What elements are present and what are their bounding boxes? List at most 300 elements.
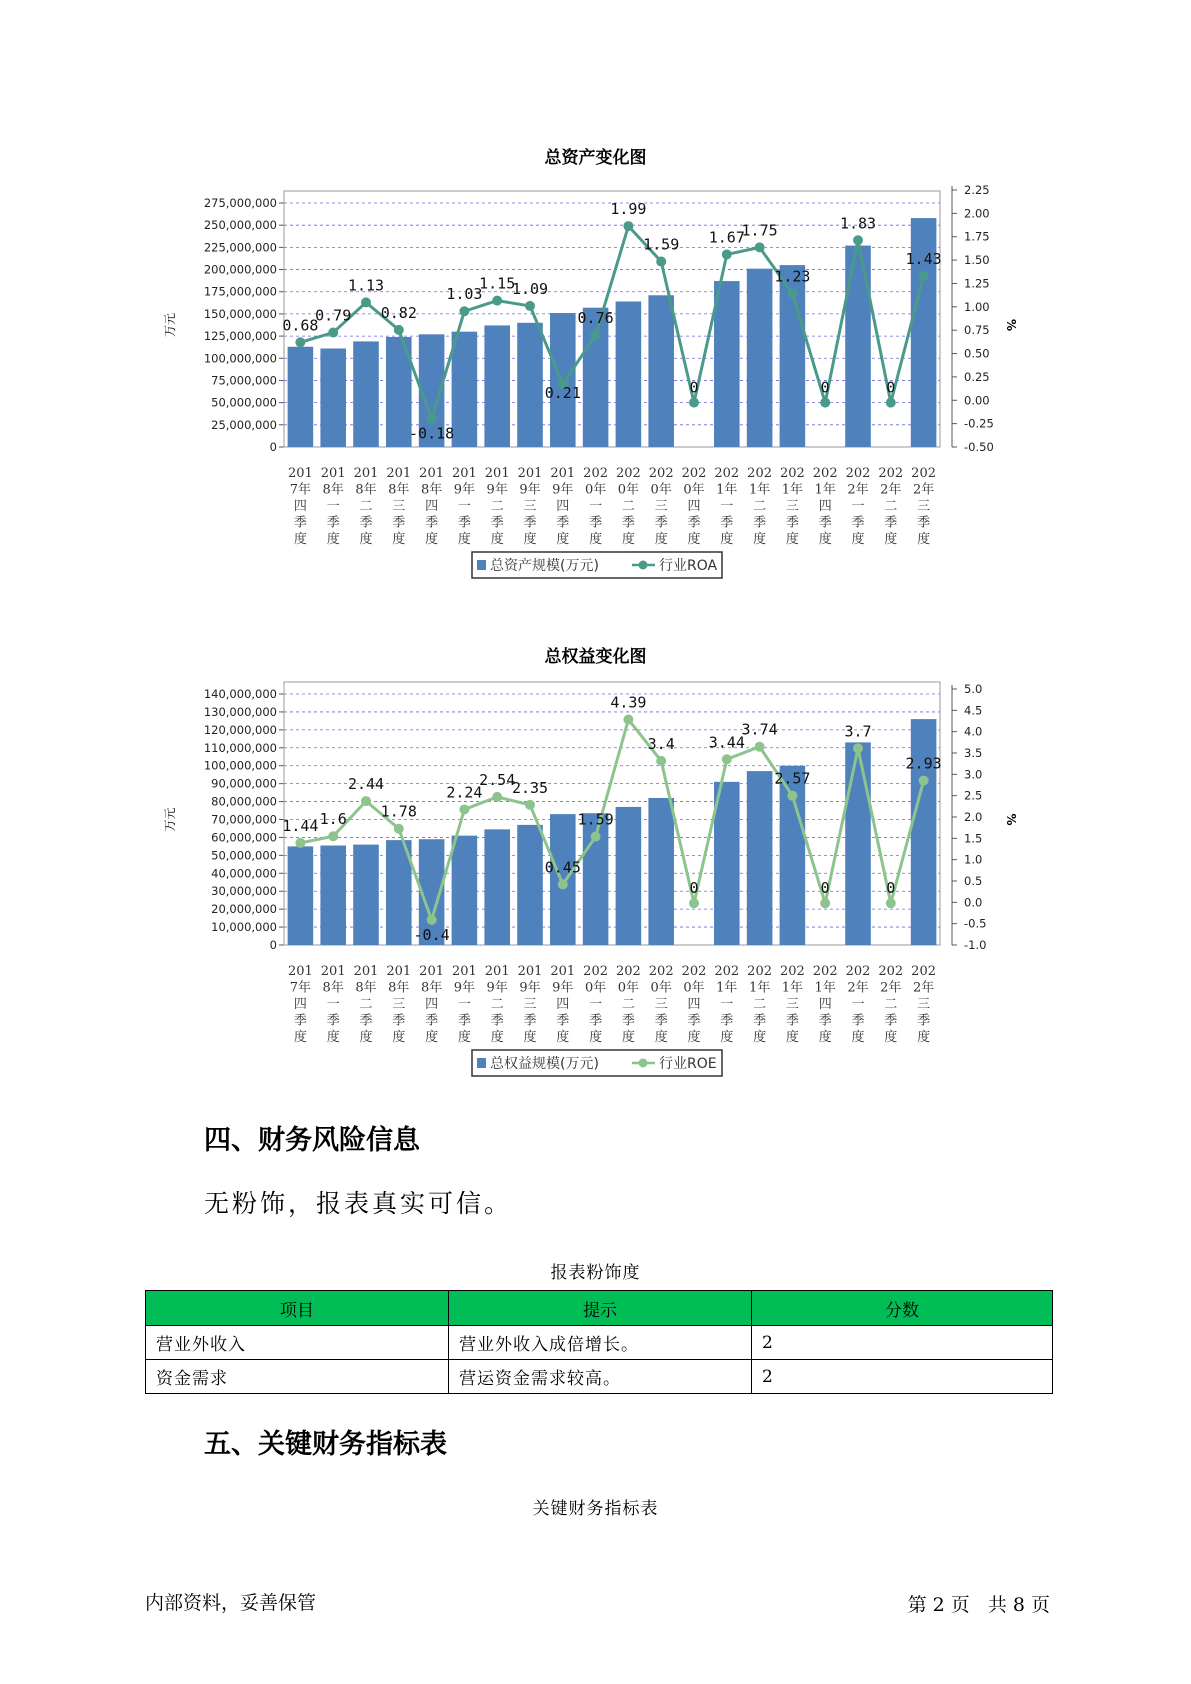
table-row — [146, 1360, 1053, 1394]
x-tick-label: 季 — [589, 515, 603, 531]
y2-tick-label: 4.0 — [964, 724, 983, 739]
y-tick-label: 50,000,000 — [211, 395, 277, 410]
x-tick-label: 202 — [812, 964, 838, 979]
y-tick-label: 70,000,000 — [211, 812, 277, 827]
data-label: 0 — [820, 879, 830, 898]
total-suffix: 页 — [1030, 1594, 1050, 1616]
y2-tick-label: -0.25 — [964, 416, 994, 431]
line-point — [886, 898, 896, 908]
line-point — [459, 804, 469, 814]
data-label: 0 — [689, 378, 699, 397]
y2-tick-label: -0.5 — [964, 916, 987, 931]
page-current: 2 — [932, 1594, 945, 1616]
data-label: 0 — [689, 879, 699, 898]
x-tick-label: 季 — [523, 1013, 537, 1029]
x-tick-label: 201 — [386, 466, 412, 481]
x-tick-label: 三 — [523, 997, 537, 1012]
line-point — [820, 398, 830, 408]
x-tick-label: 201 — [287, 964, 313, 979]
x-tick-label: 季 — [326, 1013, 340, 1029]
data-label: 4.39 — [610, 693, 647, 712]
bar — [583, 308, 609, 447]
line-point — [459, 306, 469, 316]
y-tick-label: 120,000,000 — [203, 722, 277, 737]
bar — [845, 246, 871, 447]
x-tick-label: 9年 — [486, 482, 508, 498]
y-tick-label: 275,000,000 — [203, 196, 277, 210]
x-tick-label: 季 — [818, 1013, 832, 1029]
x-tick-label: 8年 — [355, 482, 377, 498]
y2-tick-label: -1.0 — [964, 938, 987, 952]
x-tick-label: 度 — [523, 1030, 537, 1045]
x-tick-label: 季 — [818, 515, 832, 531]
line-point — [689, 398, 699, 408]
bar — [452, 836, 478, 945]
x-tick-label: 季 — [621, 1013, 635, 1029]
x-tick-label: 一 — [457, 997, 471, 1012]
x-tick-label: 201 — [484, 466, 510, 481]
x-tick-label: 202 — [878, 964, 904, 979]
y2-tick-label: 0.0 — [964, 895, 983, 910]
x-tick-label: 202 — [779, 964, 805, 979]
x-tick-label: 二 — [490, 997, 504, 1012]
y2-tick-label: 0.5 — [964, 874, 983, 888]
x-tick-label: 一 — [326, 499, 340, 514]
x-tick-label: 季 — [654, 1013, 668, 1029]
x-tick-label: 二 — [884, 997, 898, 1012]
data-label: 2.24 — [446, 783, 483, 802]
section-heading-financial-risk: 四、财务风险信息 — [204, 1125, 420, 1156]
x-tick-label: 202 — [648, 964, 674, 979]
bar — [320, 845, 346, 945]
x-tick-label: 季 — [621, 515, 635, 531]
x-tick-label: 度 — [293, 1030, 307, 1045]
bar — [484, 829, 510, 945]
line-point — [328, 831, 338, 841]
y2-axis-title: % — [1004, 813, 1018, 826]
line-point — [886, 398, 896, 408]
x-tick-label: 9年 — [453, 980, 476, 996]
x-tick-label: 2年 — [847, 980, 869, 996]
line-point — [820, 898, 830, 908]
x-tick-label: 7年 — [289, 980, 312, 996]
x-tick-label: 度 — [687, 1030, 701, 1045]
line-point — [394, 325, 404, 335]
line-point — [722, 249, 732, 259]
x-tick-label: 三 — [392, 997, 406, 1012]
y2-tick-label: 2.25 — [964, 183, 990, 197]
data-label: 0.45 — [544, 858, 581, 877]
data-label: 0.68 — [282, 316, 319, 335]
data-label: -0.18 — [409, 424, 455, 443]
y2-tick-label: 2.0 — [964, 810, 983, 824]
data-label: 3.74 — [741, 720, 778, 739]
x-tick-label: 9年 — [453, 482, 476, 498]
x-tick-label: 三 — [917, 997, 931, 1012]
x-tick-label: 季 — [589, 1013, 603, 1029]
data-label: 2.57 — [774, 769, 811, 788]
x-tick-label: 度 — [720, 532, 734, 547]
x-tick-label: 度 — [293, 532, 307, 547]
line-point — [525, 301, 535, 311]
x-tick-label: 三 — [392, 499, 406, 514]
x-tick-label: 四 — [293, 997, 307, 1012]
x-tick-label: 1年 — [781, 980, 804, 996]
data-label: 1.23 — [774, 267, 811, 286]
x-tick-label: 二 — [359, 997, 373, 1012]
y-tick-label: 225,000,000 — [203, 240, 277, 255]
data-label: 2.54 — [479, 770, 516, 789]
x-tick-label: 201 — [386, 964, 412, 979]
table-caption-key-indicators: 关键财务指标表 — [532, 1499, 659, 1519]
x-tick-label: 0年 — [584, 482, 607, 498]
y-tick-label: 200,000,000 — [203, 262, 277, 277]
data-label: 3.7 — [844, 722, 872, 741]
line-point — [492, 296, 502, 306]
line-point — [853, 235, 863, 245]
cell-item: 营业外收入 — [146, 1326, 449, 1360]
x-tick-label: 201 — [287, 466, 313, 481]
line-point — [656, 756, 666, 766]
x-tick-label: 202 — [845, 466, 871, 481]
x-tick-label: 季 — [720, 515, 734, 531]
x-tick-label: 度 — [687, 532, 701, 547]
x-tick-label: 202 — [812, 466, 838, 481]
x-tick-label: 四 — [556, 997, 570, 1012]
y-tick-label: 150,000,000 — [203, 306, 277, 321]
x-tick-label: 季 — [425, 515, 439, 531]
x-tick-label: 0年 — [683, 980, 705, 996]
table-caption-report-whitewash: 报表粉饰度 — [550, 1263, 641, 1283]
bar — [714, 281, 740, 447]
y2-tick-label: 3.0 — [964, 767, 983, 782]
x-tick-label: 1年 — [716, 980, 738, 996]
y2-tick-label: 0.25 — [964, 369, 990, 384]
x-tick-label: 201 — [484, 964, 510, 979]
y2-tick-label: 4.5 — [964, 703, 983, 718]
x-tick-label: 202 — [583, 964, 609, 979]
x-tick-label: 0年 — [617, 482, 640, 498]
data-label: 0 — [820, 378, 830, 397]
x-tick-label: 二 — [490, 499, 504, 514]
x-tick-label: 度 — [720, 1030, 734, 1045]
bar — [484, 325, 510, 447]
x-tick-label: 2年 — [847, 482, 869, 498]
x-tick-label: 度 — [785, 532, 799, 547]
legend-label-bars: 总权益规模(万元) — [490, 1056, 599, 1072]
x-tick-label: 201 — [353, 964, 379, 979]
y2-tick-label: 3.5 — [964, 746, 983, 760]
x-tick-label: 季 — [753, 515, 767, 531]
bar — [714, 782, 740, 945]
y2-tick-label: 1.75 — [964, 229, 990, 244]
bar — [747, 771, 773, 945]
x-tick-label: 季 — [359, 1013, 373, 1029]
line-point — [656, 257, 666, 267]
x-tick-label: 202 — [911, 964, 937, 979]
y2-tick-label: 5.0 — [964, 682, 983, 696]
x-tick-label: 201 — [320, 466, 346, 481]
x-tick-label: 201 — [550, 466, 576, 481]
x-tick-label: 一 — [720, 499, 734, 514]
y-tick-label: 100,000,000 — [203, 758, 277, 773]
line-point — [394, 824, 404, 834]
column-header-hint: 提示 — [449, 1291, 752, 1326]
x-tick-label: 四 — [556, 499, 570, 514]
x-tick-label: 季 — [687, 1013, 701, 1029]
y-tick-label: 0 — [269, 440, 277, 454]
column-header-score: 分数 — [752, 1291, 1053, 1326]
y2-tick-label: 0.50 — [964, 346, 990, 361]
x-tick-label: 二 — [621, 499, 635, 514]
x-tick-label: 度 — [490, 532, 504, 547]
x-tick-label: 度 — [556, 532, 570, 547]
x-tick-label: 度 — [884, 532, 898, 547]
x-tick-label: 度 — [589, 532, 603, 547]
x-tick-label: 季 — [785, 515, 799, 531]
x-tick-label: 度 — [425, 532, 439, 547]
x-tick-label: 三 — [917, 499, 931, 514]
x-tick-label: 度 — [457, 532, 471, 547]
legend-label-bars: 总资产规模(万元) — [490, 558, 599, 574]
y2-axis-title: % — [1004, 318, 1018, 332]
x-tick-label: 季 — [490, 515, 504, 531]
x-tick-label: 季 — [851, 1013, 865, 1029]
x-tick-label: 2年 — [880, 980, 902, 996]
x-tick-label: 度 — [621, 1030, 635, 1045]
x-tick-label: 度 — [818, 1030, 832, 1045]
data-label: 1.78 — [380, 802, 417, 821]
x-tick-label: 季 — [457, 1013, 471, 1029]
line-point — [295, 838, 305, 848]
data-label: 1.99 — [610, 200, 647, 219]
x-tick-label: 一 — [589, 997, 603, 1012]
x-tick-label: 度 — [556, 1030, 570, 1045]
bar — [911, 719, 937, 945]
x-tick-label: 0年 — [584, 980, 607, 996]
x-tick-label: 三 — [654, 997, 668, 1012]
line-point — [919, 271, 929, 281]
data-label: 0.82 — [380, 303, 417, 322]
y-tick-label: 100,000,000 — [203, 351, 277, 366]
x-tick-label: 8年 — [420, 482, 443, 498]
x-tick-label: 9年 — [519, 482, 541, 498]
x-tick-label: 8年 — [355, 980, 377, 996]
y2-tick-label: 1.50 — [964, 253, 990, 268]
page-prefix: 第 — [907, 1594, 927, 1616]
data-label: 0.76 — [577, 309, 614, 328]
y2-tick-label: 2.00 — [964, 206, 990, 221]
x-tick-label: 度 — [621, 532, 635, 547]
y-tick-label: 80,000,000 — [211, 794, 277, 809]
data-label: -0.4 — [413, 925, 450, 944]
data-label: 1.83 — [839, 214, 877, 233]
y-tick-label: 10,000,000 — [211, 920, 277, 935]
x-tick-label: 季 — [884, 515, 898, 531]
x-tick-label: 一 — [851, 997, 865, 1012]
x-tick-label: 二 — [753, 997, 767, 1012]
x-tick-label: 季 — [687, 515, 701, 531]
x-tick-label: 季 — [753, 1013, 767, 1029]
x-tick-label: 度 — [917, 532, 931, 547]
x-tick-label: 度 — [654, 532, 668, 547]
line-point — [853, 743, 863, 753]
x-tick-label: 0年 — [683, 482, 705, 498]
cell-score: 2 — [752, 1360, 1053, 1394]
x-tick-label: 度 — [359, 1030, 373, 1045]
x-tick-label: 202 — [615, 466, 641, 481]
x-tick-label: 季 — [425, 1013, 439, 1029]
y-tick-label: 30,000,000 — [211, 884, 277, 899]
x-tick-label: 二 — [753, 499, 767, 514]
x-tick-label: 一 — [720, 997, 734, 1012]
y-tick-label: 50,000,000 — [211, 848, 277, 863]
x-tick-label: 季 — [392, 1013, 406, 1029]
x-tick-label: 季 — [917, 1013, 931, 1029]
y-tick-label: 25,000,000 — [211, 417, 277, 432]
line-point — [525, 800, 535, 810]
data-label: 0.21 — [544, 384, 581, 403]
x-tick-label: 季 — [392, 515, 406, 531]
data-label: 1.59 — [643, 235, 680, 254]
line-point — [755, 742, 765, 752]
x-tick-label: 202 — [681, 466, 707, 481]
bar — [517, 323, 543, 447]
x-tick-label: 8年 — [322, 980, 344, 996]
x-tick-label: 一 — [457, 499, 471, 514]
legend-swatch-point — [639, 561, 648, 570]
data-label: 0 — [886, 378, 896, 397]
x-tick-label: 202 — [845, 964, 871, 979]
line-point — [755, 242, 765, 252]
bar — [517, 825, 543, 945]
x-tick-label: 201 — [320, 964, 346, 979]
x-tick-label: 季 — [293, 515, 307, 531]
y2-tick-label: 1.5 — [964, 831, 983, 846]
line-point — [787, 289, 797, 299]
data-label: 2.44 — [347, 775, 385, 794]
x-tick-label: 201 — [419, 964, 445, 979]
line-point — [787, 791, 797, 801]
data-label: 1.75 — [741, 221, 778, 240]
chart-title-total-equity: 总权益变化图 — [544, 647, 647, 667]
table-row — [146, 1326, 1053, 1360]
x-tick-label: 季 — [851, 515, 865, 531]
x-tick-label: 度 — [425, 1030, 439, 1045]
y-tick-label: 20,000,000 — [211, 902, 277, 917]
x-tick-label: 度 — [785, 1030, 799, 1045]
x-tick-label: 2年 — [912, 482, 935, 498]
x-tick-label: 度 — [851, 1030, 865, 1045]
x-tick-label: 季 — [457, 515, 471, 531]
legend-swatch-point — [639, 1059, 648, 1068]
x-tick-label: 季 — [293, 1013, 307, 1029]
x-tick-label: 四 — [425, 499, 439, 514]
x-tick-label: 三 — [785, 997, 799, 1012]
legend-swatch-bar — [477, 560, 486, 570]
x-tick-label: 202 — [714, 964, 740, 979]
bar — [747, 269, 773, 447]
x-tick-label: 季 — [556, 1013, 570, 1029]
x-tick-label: 201 — [353, 466, 379, 481]
line-point — [623, 221, 633, 231]
x-tick-label: 202 — [681, 964, 707, 979]
x-tick-label: 四 — [425, 997, 439, 1012]
column-header-item: 项目 — [146, 1291, 449, 1326]
bar — [616, 807, 642, 945]
data-label: 3.4 — [647, 734, 675, 753]
line-point — [361, 796, 371, 806]
y-tick-label: 140,000,000 — [203, 687, 277, 701]
x-tick-label: 2年 — [880, 482, 902, 498]
table-header-row — [146, 1291, 1053, 1326]
x-tick-label: 度 — [654, 1030, 668, 1045]
x-tick-label: 二 — [359, 499, 373, 514]
x-tick-label: 度 — [818, 532, 832, 547]
bar — [845, 742, 871, 945]
x-tick-label: 202 — [747, 964, 773, 979]
line-point — [689, 898, 699, 908]
y2-tick-label: 0.75 — [964, 323, 990, 338]
line-point — [591, 832, 601, 842]
x-tick-label: 1年 — [748, 980, 771, 996]
legend-swatch-bar — [477, 1058, 486, 1068]
data-label: 1.6 — [319, 810, 347, 829]
x-tick-label: 202 — [648, 466, 674, 481]
bar — [353, 845, 379, 945]
y-tick-label: 110,000,000 — [203, 740, 277, 755]
x-tick-label: 度 — [884, 1030, 898, 1045]
x-tick-label: 度 — [392, 1030, 406, 1045]
legend-label-line: 行业ROA — [659, 558, 718, 574]
data-label: 1.59 — [577, 810, 614, 829]
y-tick-label: 125,000,000 — [203, 329, 277, 344]
x-tick-label: 一 — [326, 997, 340, 1012]
x-tick-label: 四 — [818, 499, 832, 514]
report-whitewash-table — [145, 1290, 1053, 1394]
x-tick-label: 季 — [917, 515, 931, 531]
data-label: 2.93 — [905, 754, 942, 773]
x-tick-label: 1年 — [716, 482, 738, 498]
x-tick-label: 8年 — [388, 980, 410, 996]
y-tick-label: 75,000,000 — [211, 373, 277, 388]
line-point — [722, 754, 732, 764]
x-tick-label: 9年 — [552, 482, 574, 498]
line-point — [623, 715, 633, 725]
x-tick-label: 0年 — [650, 482, 672, 498]
line-point — [427, 414, 437, 424]
x-tick-label: 201 — [451, 466, 477, 481]
bar — [353, 341, 379, 447]
y-tick-label: 90,000,000 — [211, 776, 277, 791]
x-tick-label: 201 — [517, 964, 543, 979]
bar — [320, 349, 346, 447]
chart-total-assets — [0, 170, 1191, 610]
data-label: 1.03 — [446, 285, 483, 304]
x-tick-label: 四 — [293, 499, 307, 514]
data-label: 1.67 — [708, 228, 745, 247]
x-tick-label: 度 — [753, 532, 767, 547]
x-tick-label: 一 — [851, 499, 865, 514]
bar — [288, 846, 314, 945]
x-tick-label: 0年 — [617, 980, 640, 996]
x-tick-label: 季 — [720, 1013, 734, 1029]
x-tick-label: 202 — [747, 466, 773, 481]
x-tick-label: 度 — [359, 532, 373, 547]
line-point — [919, 776, 929, 786]
data-label: 1.44 — [282, 816, 319, 835]
line-point — [558, 879, 568, 889]
